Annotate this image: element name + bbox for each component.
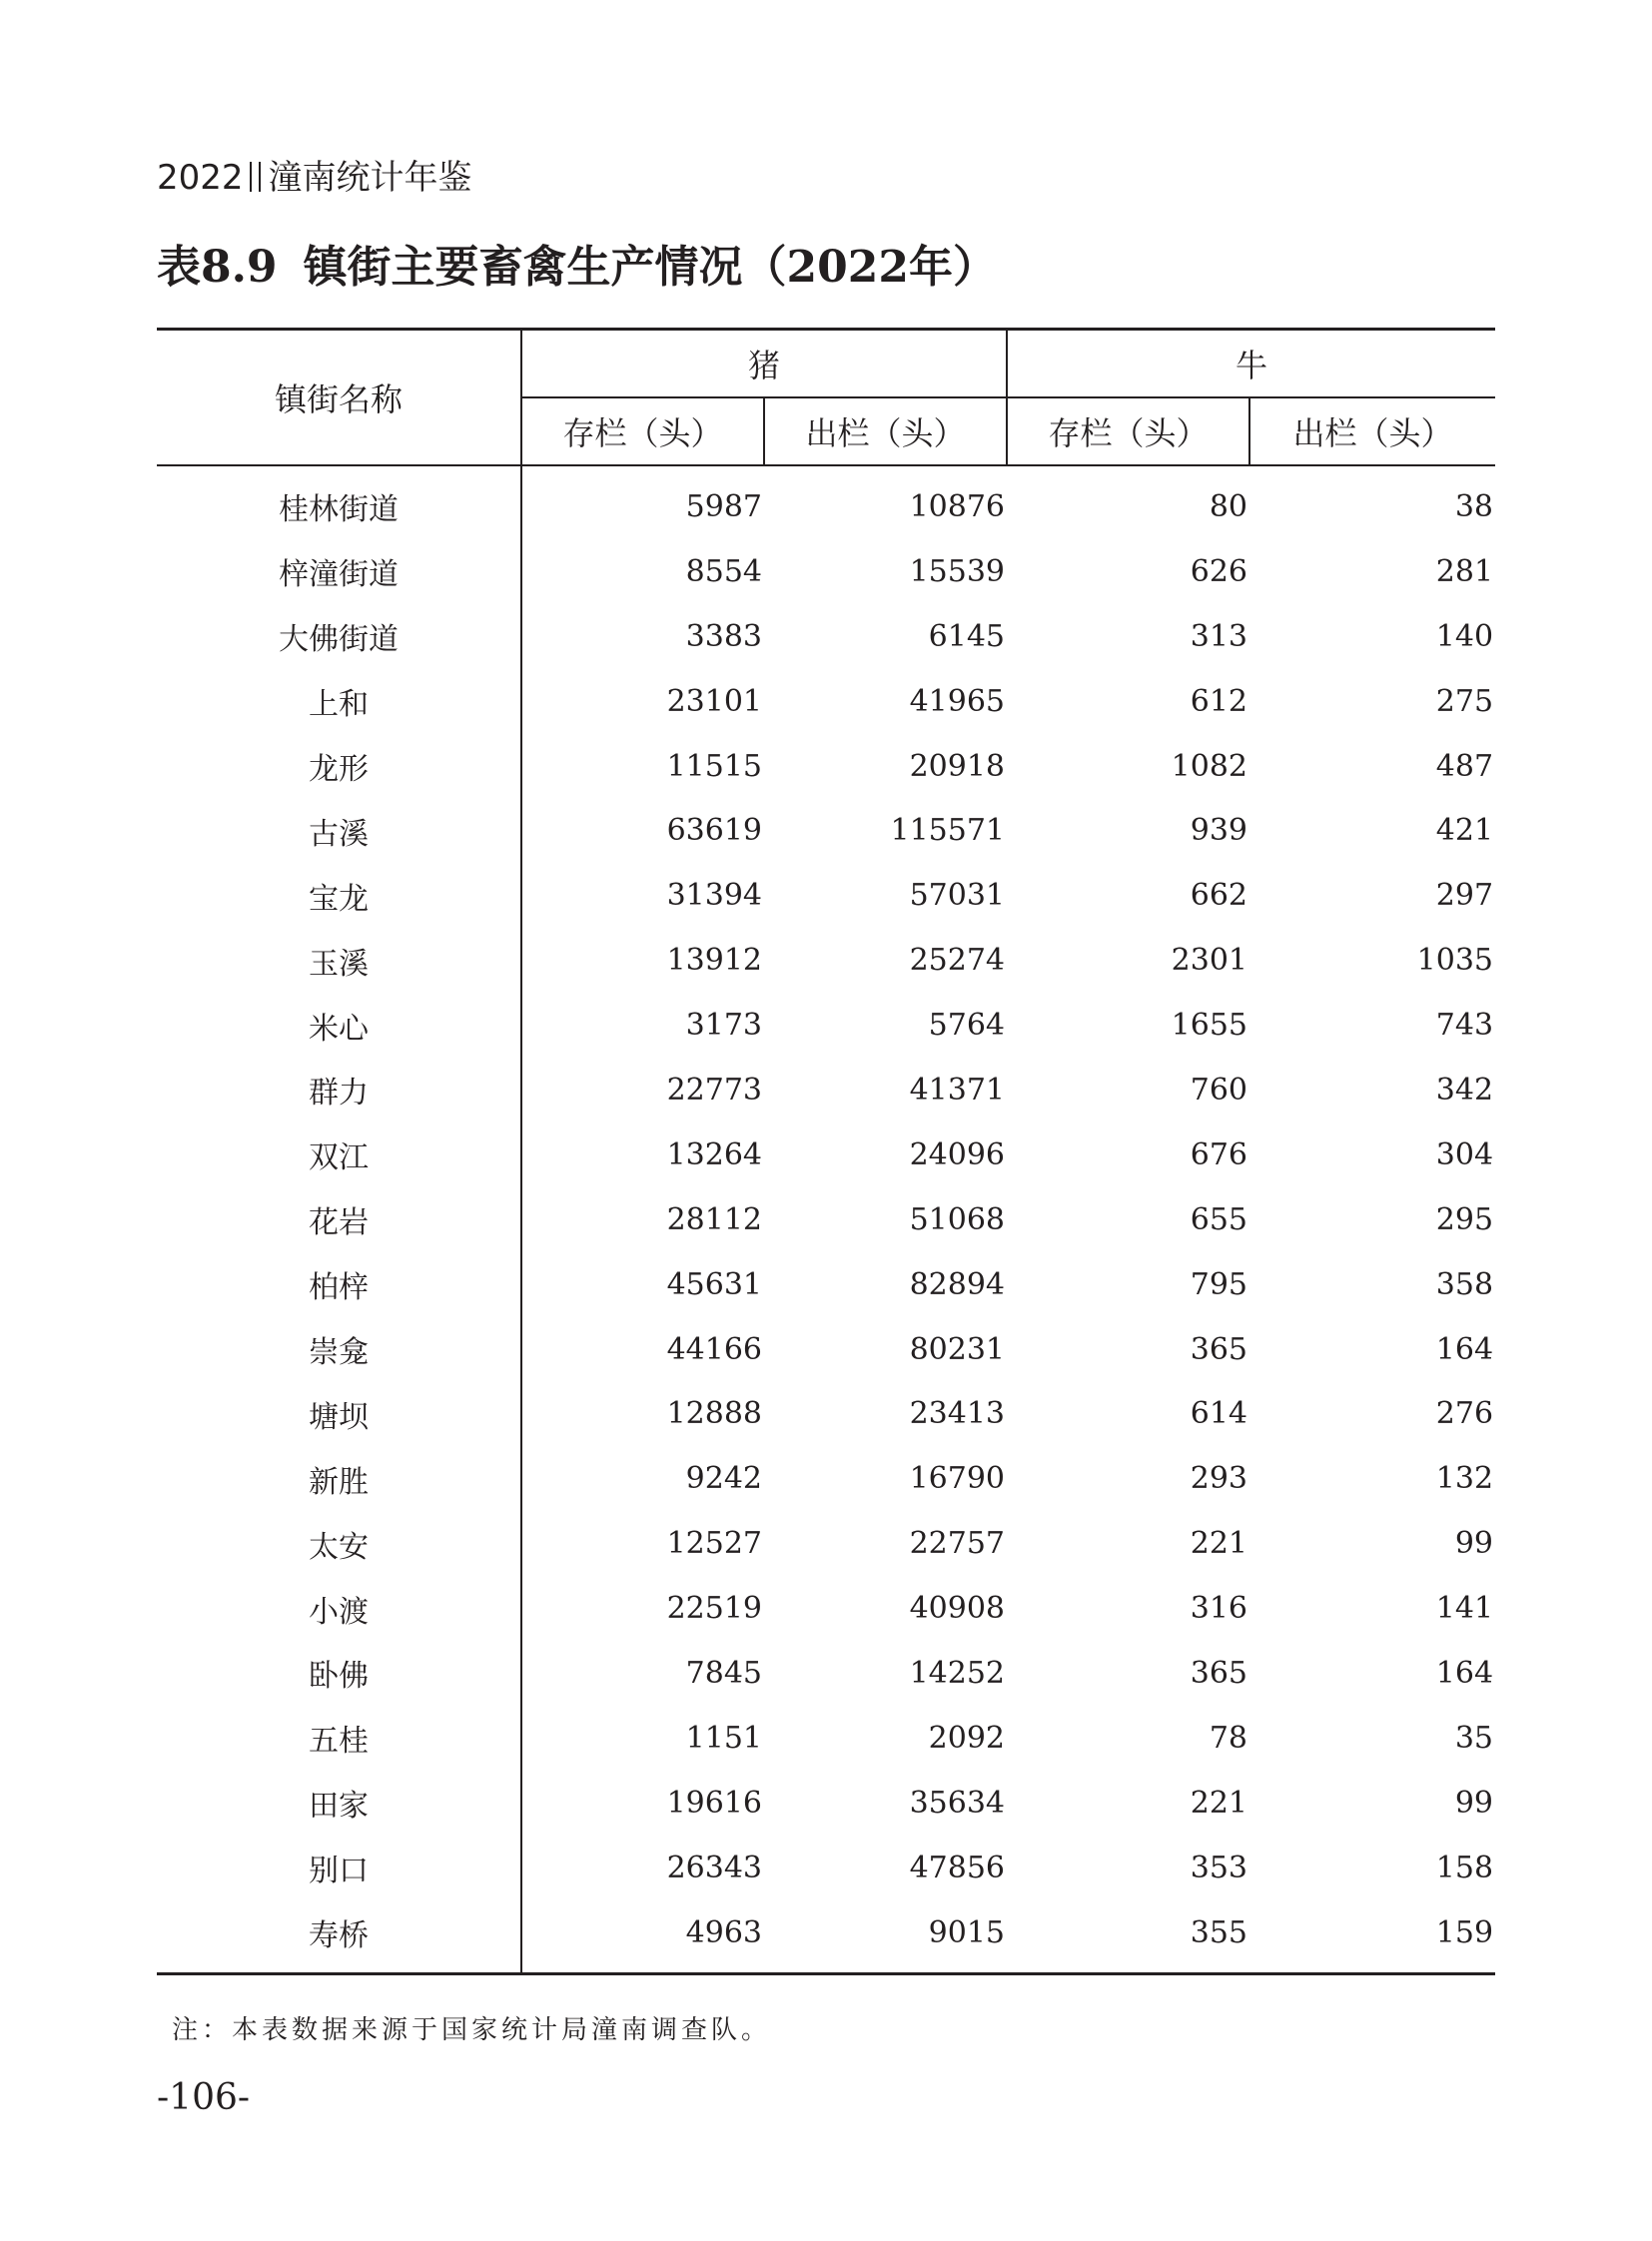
table-row (157, 1641, 1495, 1706)
table-row (157, 1706, 1495, 1771)
pig-slaughter-cell: 2092 (928, 1720, 1006, 1756)
cattle-stock-cell: 78 (1209, 1720, 1248, 1756)
pig-slaughter-cell: 41371 (909, 1072, 1006, 1108)
cattle-stock-cell: 316 (1190, 1591, 1248, 1627)
table-row (157, 1058, 1495, 1122)
pig-stock-cell: 5987 (685, 488, 762, 524)
town-name-cell: 小渡 (157, 1576, 521, 1641)
cattle-stock-cell: 612 (1190, 683, 1248, 719)
table-number: 表8.9 (157, 242, 278, 293)
cattle-slaughter-cell: 132 (1435, 1461, 1494, 1497)
cattle-stock-cell: 365 (1190, 1655, 1248, 1691)
column-group-cattle: 牛 (1007, 330, 1495, 398)
cattle-stock-cell: 293 (1190, 1461, 1248, 1497)
town-name-cell: 米心 (157, 993, 521, 1058)
table-title (157, 240, 997, 296)
pig-stock-cell: 3173 (685, 1008, 762, 1044)
table-row (157, 1446, 1495, 1511)
pig-stock-cell: 1151 (685, 1720, 762, 1756)
pig-slaughter-cell: 24096 (909, 1136, 1006, 1172)
pig-slaughter-cell: 6145 (928, 618, 1006, 654)
town-name-cell: 新胜 (157, 1446, 521, 1511)
pig-stock-cell: 9242 (685, 1461, 762, 1497)
column-header-town-name: 镇街名称 (157, 330, 521, 466)
column-header-cattle-slaughter: 出栏（头） (1249, 397, 1495, 465)
pig-slaughter-cell: 80231 (909, 1331, 1006, 1367)
cattle-stock-cell: 662 (1190, 878, 1248, 914)
table-row (157, 539, 1495, 604)
cattle-stock-cell: 676 (1190, 1136, 1248, 1172)
page-number: -106- (157, 2077, 251, 2118)
pig-slaughter-cell: 25274 (909, 943, 1006, 979)
cattle-slaughter-cell: 297 (1435, 878, 1494, 914)
pig-stock-cell: 8554 (685, 553, 762, 589)
cattle-stock-cell: 221 (1190, 1785, 1248, 1821)
pig-slaughter-cell: 41965 (909, 683, 1006, 719)
table-row (157, 1122, 1495, 1187)
pig-slaughter-cell: 9015 (764, 1900, 1007, 1974)
pig-slaughter-cell: 14252 (909, 1655, 1006, 1691)
pig-slaughter-cell: 40908 (909, 1591, 1006, 1627)
table-note: 注：本表数据来源于国家统计局潼南调查队。 (172, 2015, 772, 2045)
cattle-stock-cell: 1082 (1171, 748, 1248, 784)
pig-slaughter-cell: 10876 (909, 488, 1006, 524)
town-name-cell: 龙形 (157, 734, 521, 799)
town-name-cell: 太安 (157, 1511, 521, 1576)
pig-slaughter-cell: 47856 (909, 1850, 1006, 1885)
table-row (157, 1771, 1495, 1836)
table-row (157, 1900, 1495, 1974)
table-row (157, 604, 1495, 669)
town-name-cell: 双江 (157, 1122, 521, 1187)
table-row (157, 669, 1495, 734)
table-body (157, 465, 1495, 1974)
cattle-stock-cell: 365 (1190, 1331, 1248, 1367)
cattle-slaughter-cell: 743 (1435, 1008, 1494, 1044)
pig-slaughter-cell: 82894 (909, 1266, 1006, 1302)
cattle-slaughter-cell: 276 (1435, 1396, 1494, 1432)
table-row (157, 863, 1495, 928)
cattle-slaughter-cell: 281 (1435, 553, 1494, 589)
pig-stock-cell: 28112 (666, 1201, 762, 1237)
cattle-stock-cell: 80 (1209, 488, 1248, 524)
table-row (157, 1511, 1495, 1576)
column-group-pig: 猪 (521, 330, 1007, 398)
pig-slaughter-cell: 23413 (909, 1396, 1006, 1432)
town-name-cell: 塘坝 (157, 1381, 521, 1446)
cattle-slaughter-cell: 358 (1435, 1266, 1494, 1302)
cattle-slaughter-cell: 164 (1435, 1331, 1494, 1367)
table-row (157, 1317, 1495, 1382)
town-name-cell: 别口 (157, 1836, 521, 1900)
pig-slaughter-cell: 16790 (909, 1461, 1006, 1497)
pig-stock-cell: 31394 (666, 878, 762, 914)
table-title-text: 镇街主要畜禽生产情况（2022年） (303, 242, 998, 293)
pig-slaughter-cell: 5764 (928, 1008, 1006, 1044)
cattle-stock-cell: 939 (1190, 813, 1248, 849)
cattle-slaughter-cell: 164 (1435, 1655, 1494, 1691)
cattle-stock-cell: 655 (1190, 1201, 1248, 1237)
cattle-slaughter-cell: 38 (1454, 488, 1494, 524)
town-name-cell: 桂林街道 (157, 465, 521, 539)
pig-stock-cell: 26343 (666, 1850, 762, 1885)
pig-stock-cell: 23101 (666, 683, 762, 719)
town-name-cell: 群力 (157, 1058, 521, 1122)
town-name-cell: 花岩 (157, 1187, 521, 1252)
column-header-pig-stock: 存栏（头） (521, 397, 764, 465)
cattle-stock-cell: 221 (1190, 1526, 1248, 1562)
table-row (157, 465, 1495, 539)
cattle-stock-cell: 760 (1190, 1072, 1248, 1108)
town-name-cell: 宝龙 (157, 863, 521, 928)
livestock-table (157, 328, 1495, 1975)
cattle-slaughter-cell: 141 (1435, 1591, 1494, 1627)
pig-stock-cell: 44166 (666, 1331, 762, 1367)
cattle-slaughter-cell: 487 (1435, 748, 1494, 784)
column-header-cattle-stock: 存栏（头） (1007, 397, 1249, 465)
cattle-stock-cell: 313 (1190, 618, 1248, 654)
pig-slaughter-cell: 115571 (890, 813, 1006, 849)
town-name-cell: 柏梓 (157, 1252, 521, 1317)
table-row (157, 928, 1495, 993)
table-row (157, 798, 1495, 863)
pig-stock-cell: 12527 (666, 1526, 762, 1562)
cattle-slaughter-cell: 35 (1454, 1720, 1494, 1756)
cattle-slaughter-cell: 1035 (1416, 943, 1494, 979)
town-name-cell: 崇龛 (157, 1317, 521, 1382)
town-name-cell: 古溪 (157, 798, 521, 863)
pig-stock-cell: 13912 (666, 943, 762, 979)
cattle-slaughter-cell: 421 (1435, 813, 1494, 849)
cattle-slaughter-cell: 140 (1435, 618, 1494, 654)
cattle-stock-cell: 355 (1007, 1900, 1249, 1974)
table-row (157, 1252, 1495, 1317)
cattle-slaughter-cell: 342 (1435, 1072, 1494, 1108)
town-name-cell: 玉溪 (157, 928, 521, 993)
cattle-stock-cell: 614 (1190, 1396, 1248, 1432)
cattle-stock-cell: 626 (1190, 553, 1248, 589)
town-name-cell: 田家 (157, 1771, 521, 1836)
pig-stock-cell: 7845 (685, 1655, 762, 1691)
pig-slaughter-cell: 57031 (909, 878, 1006, 914)
cattle-slaughter-cell: 99 (1454, 1526, 1494, 1562)
cattle-stock-cell: 1655 (1171, 1008, 1248, 1044)
pig-slaughter-cell: 15539 (909, 553, 1006, 589)
table-row (157, 1836, 1495, 1900)
pig-stock-cell: 11515 (666, 748, 762, 784)
cattle-slaughter-cell: 304 (1435, 1136, 1494, 1172)
pig-stock-cell: 22773 (666, 1072, 762, 1108)
pig-stock-cell: 12888 (666, 1396, 762, 1432)
table-header (157, 330, 1495, 466)
pig-stock-cell: 45631 (666, 1266, 762, 1302)
cattle-slaughter-cell: 295 (1435, 1201, 1494, 1237)
running-head (157, 158, 472, 198)
town-name-cell: 大佛街道 (157, 604, 521, 669)
table-row (157, 1187, 1495, 1252)
table-row (157, 1381, 1495, 1446)
town-name-cell: 五桂 (157, 1706, 521, 1771)
pig-slaughter-cell: 51068 (909, 1201, 1006, 1237)
cattle-slaughter-cell: 275 (1435, 683, 1494, 719)
pig-stock-cell: 3383 (685, 618, 762, 654)
pig-slaughter-cell: 20918 (909, 748, 1006, 784)
pig-stock-cell: 63619 (666, 813, 762, 849)
pig-stock-cell: 13264 (666, 1136, 762, 1172)
pig-stock-cell: 19616 (666, 1785, 762, 1821)
table-row (157, 993, 1495, 1058)
running-head-separator (250, 162, 261, 192)
pig-slaughter-cell: 22757 (909, 1526, 1006, 1562)
town-name-cell: 上和 (157, 669, 521, 734)
cattle-stock-cell: 2301 (1171, 943, 1248, 979)
pig-stock-cell: 4963 (521, 1900, 764, 1974)
cattle-slaughter-cell: 158 (1435, 1850, 1494, 1885)
cattle-slaughter-cell: 99 (1454, 1785, 1494, 1821)
table-row (157, 1576, 1495, 1641)
town-name-cell: 寿桥 (157, 1900, 521, 1974)
running-head-book-title: 潼南统计年鉴 (268, 158, 472, 198)
town-name-cell: 卧佛 (157, 1641, 521, 1706)
column-header-pig-slaughter: 出栏（头） (764, 397, 1007, 465)
running-head-year: 2022 (157, 158, 244, 198)
cattle-slaughter-cell: 159 (1249, 1900, 1495, 1974)
town-name-cell: 梓潼街道 (157, 539, 521, 604)
cattle-stock-cell: 795 (1190, 1266, 1248, 1302)
pig-stock-cell: 22519 (666, 1591, 762, 1627)
table-row (157, 734, 1495, 799)
pig-slaughter-cell: 35634 (909, 1785, 1006, 1821)
cattle-stock-cell: 353 (1190, 1850, 1248, 1885)
